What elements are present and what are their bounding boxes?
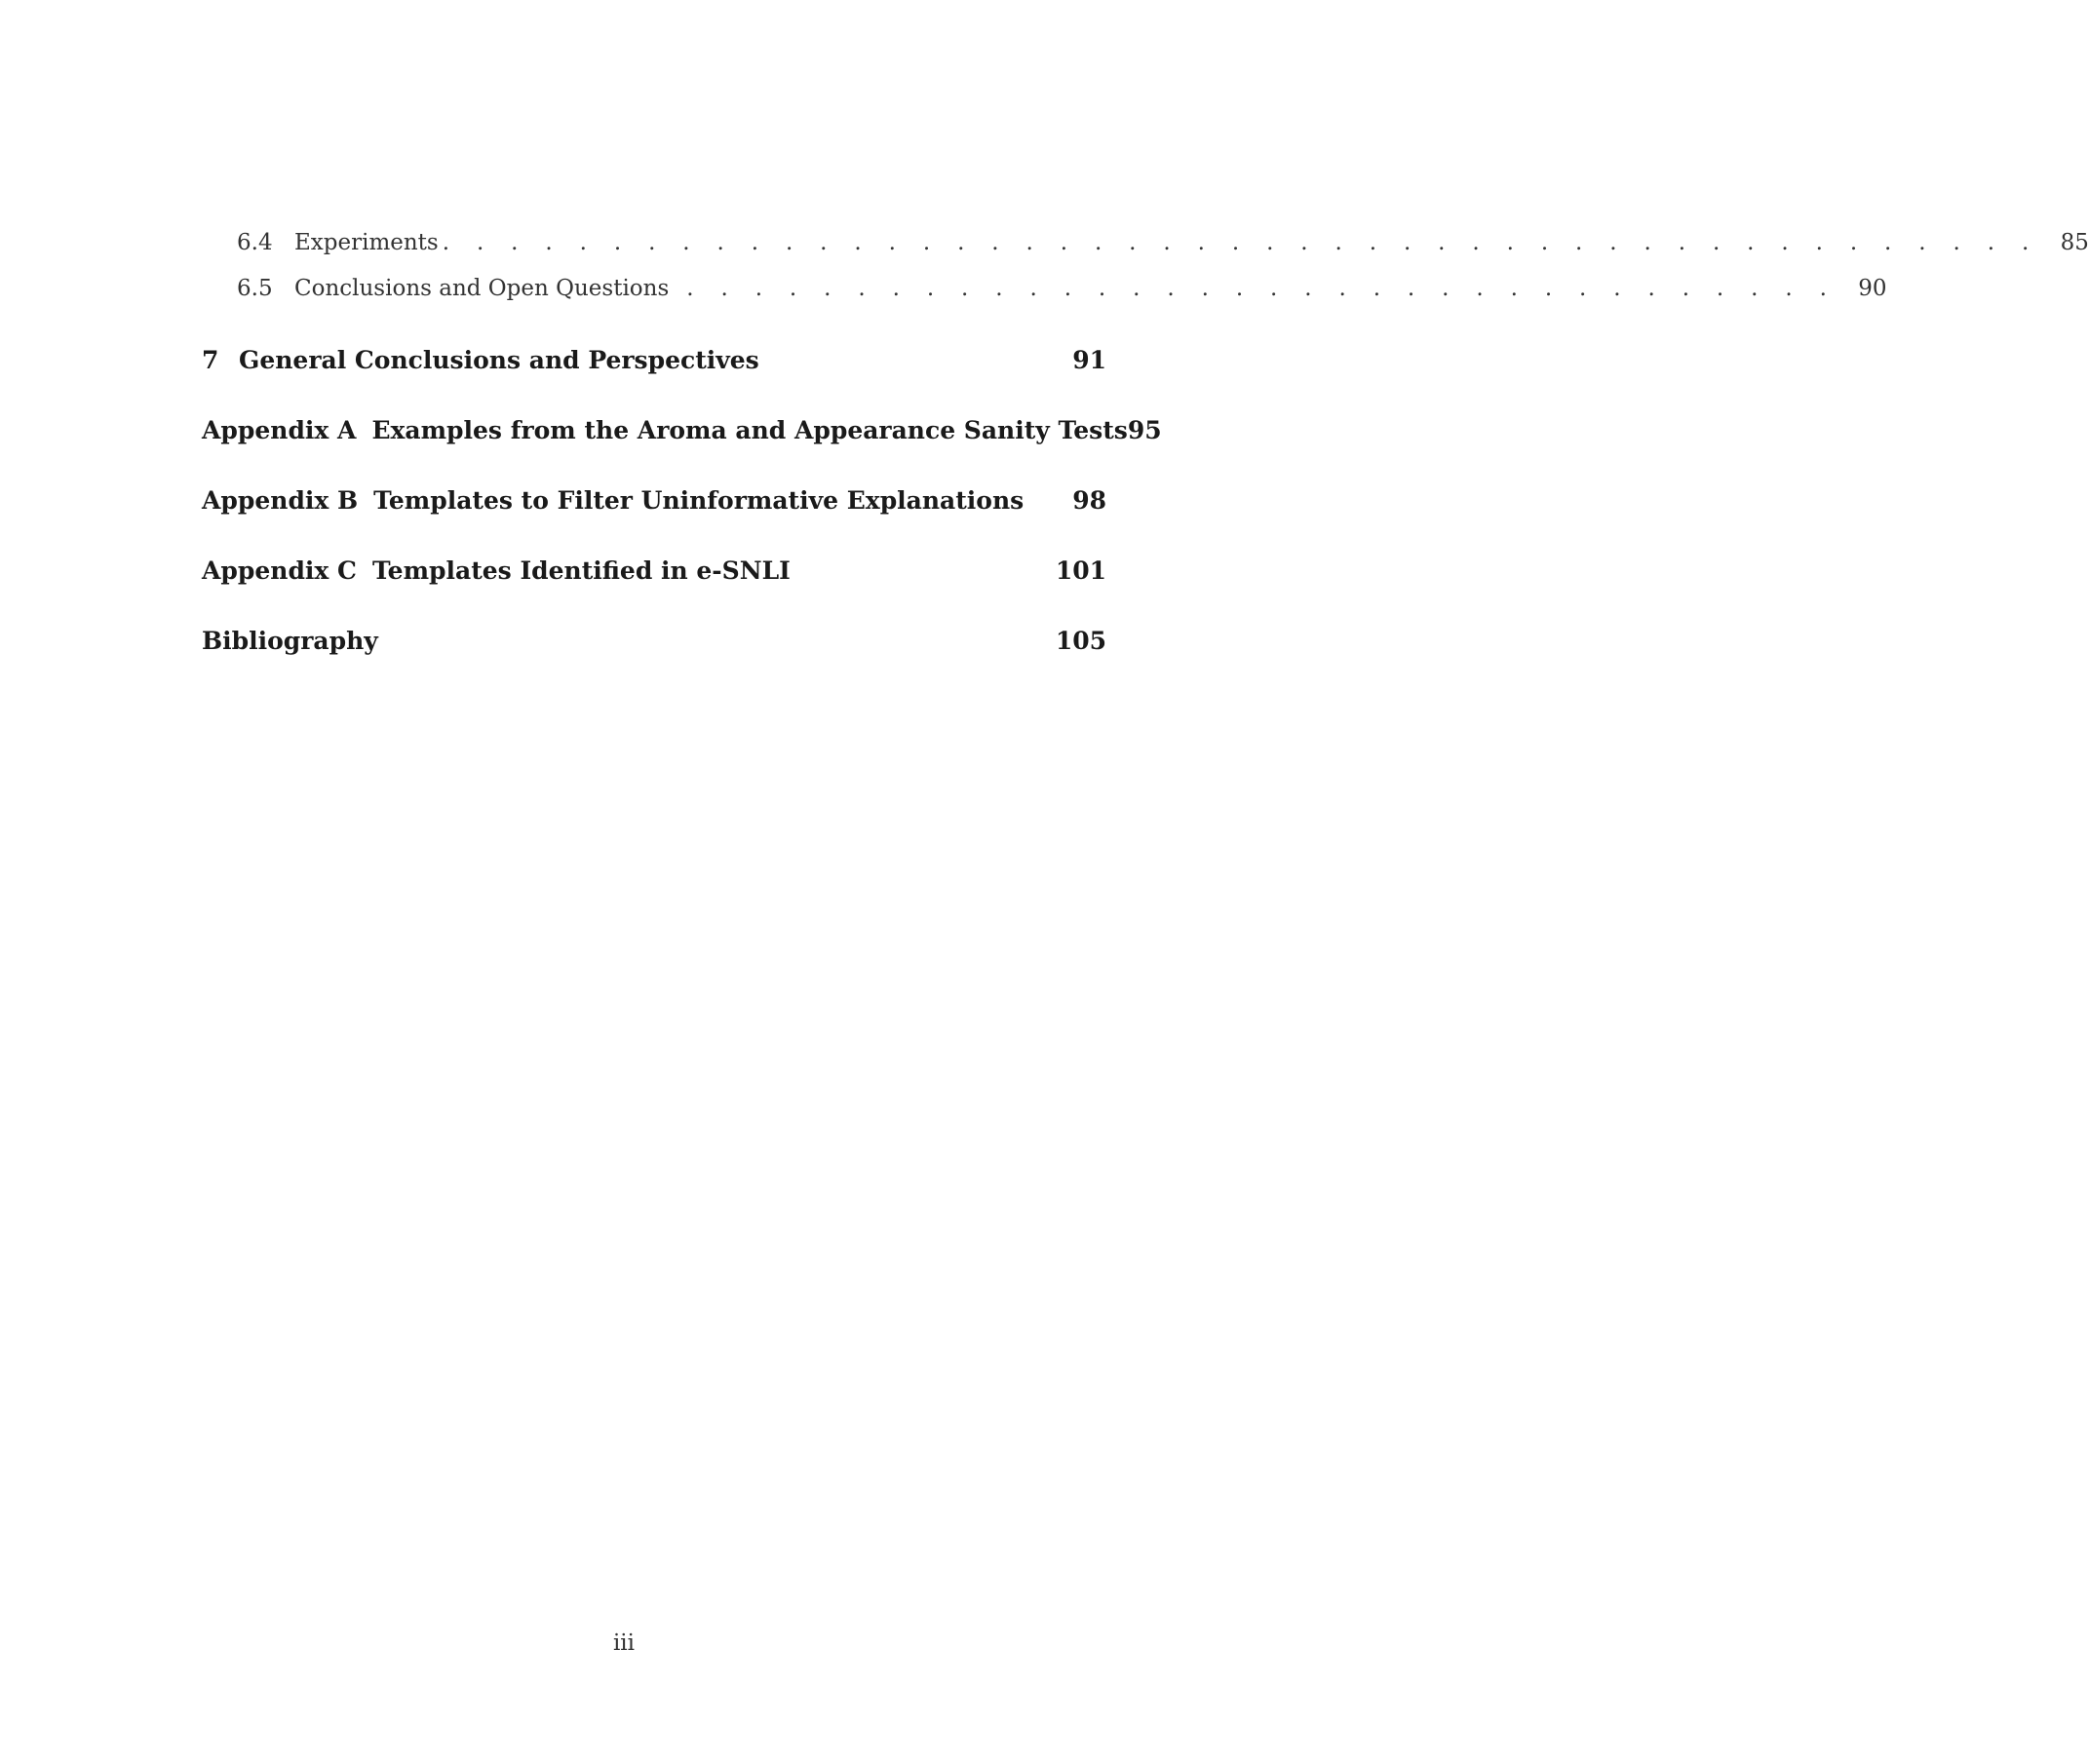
appendix-title: Templates Identified in e-SNLI: [371, 556, 791, 585]
appendix-title: Examples from the Aroma and Appearance Sanity Tests: [371, 416, 1128, 444]
bibliography-title: Bibliography: [202, 627, 378, 655]
appendix-label: Appendix A: [202, 416, 357, 444]
section-title: Experiments: [294, 230, 439, 255]
appendix-label: Appendix B: [202, 486, 359, 515]
page-number: 91: [1072, 346, 1106, 374]
toc-entry-appendix-a[interactable]: [202, 416, 1162, 444]
toc-entry-bibliography[interactable]: [202, 627, 1106, 655]
page-number: 98: [1072, 486, 1106, 515]
appendix-title: Templates to Filter Uninformative Explanations: [373, 486, 1025, 515]
page-number: 95: [1127, 416, 1162, 444]
page-number: 85: [2060, 230, 2089, 255]
chapter-number: 7: [202, 346, 219, 374]
toc-entry-section-6-4[interactable]: 6.4 Experiments . . . . . . . . . . . . . . . . . . . . . . . . . . . . . . . . . . . . . . . . . . . . . . . 85: [237, 230, 2089, 255]
page-number: 105: [1055, 627, 1106, 655]
chapter-title: General Conclusions and Perspectives: [239, 346, 759, 374]
section-title: Conclusions and Open Questions: [294, 276, 670, 301]
toc-entry-chapter-7[interactable]: [202, 346, 1106, 374]
dot-leader: . . . . . . . . . . . . . . . . . . . . . . . . . . . . . . . . . . . . . . . . . . . . . . .: [442, 230, 2039, 255]
page-number: 90: [1858, 276, 1887, 301]
appendix-label: Appendix C: [202, 556, 357, 585]
toc-entry-appendix-c[interactable]: [202, 556, 1106, 585]
dot-leader: . . . . . . . . . . . . . . . . . . . . . . . . . . . . . . . . . .: [686, 276, 1838, 301]
toc-entry-section-6-5[interactable]: 6.5 Conclusions and Open Questions . . . . . . . . . . . . . . . . . . . . . . . . . . . . . . . . . . 90: [237, 276, 1887, 301]
page-number: 101: [1055, 556, 1106, 585]
toc-entry-appendix-b[interactable]: [202, 486, 1106, 515]
page-footer-number: iii: [612, 1630, 636, 1656]
